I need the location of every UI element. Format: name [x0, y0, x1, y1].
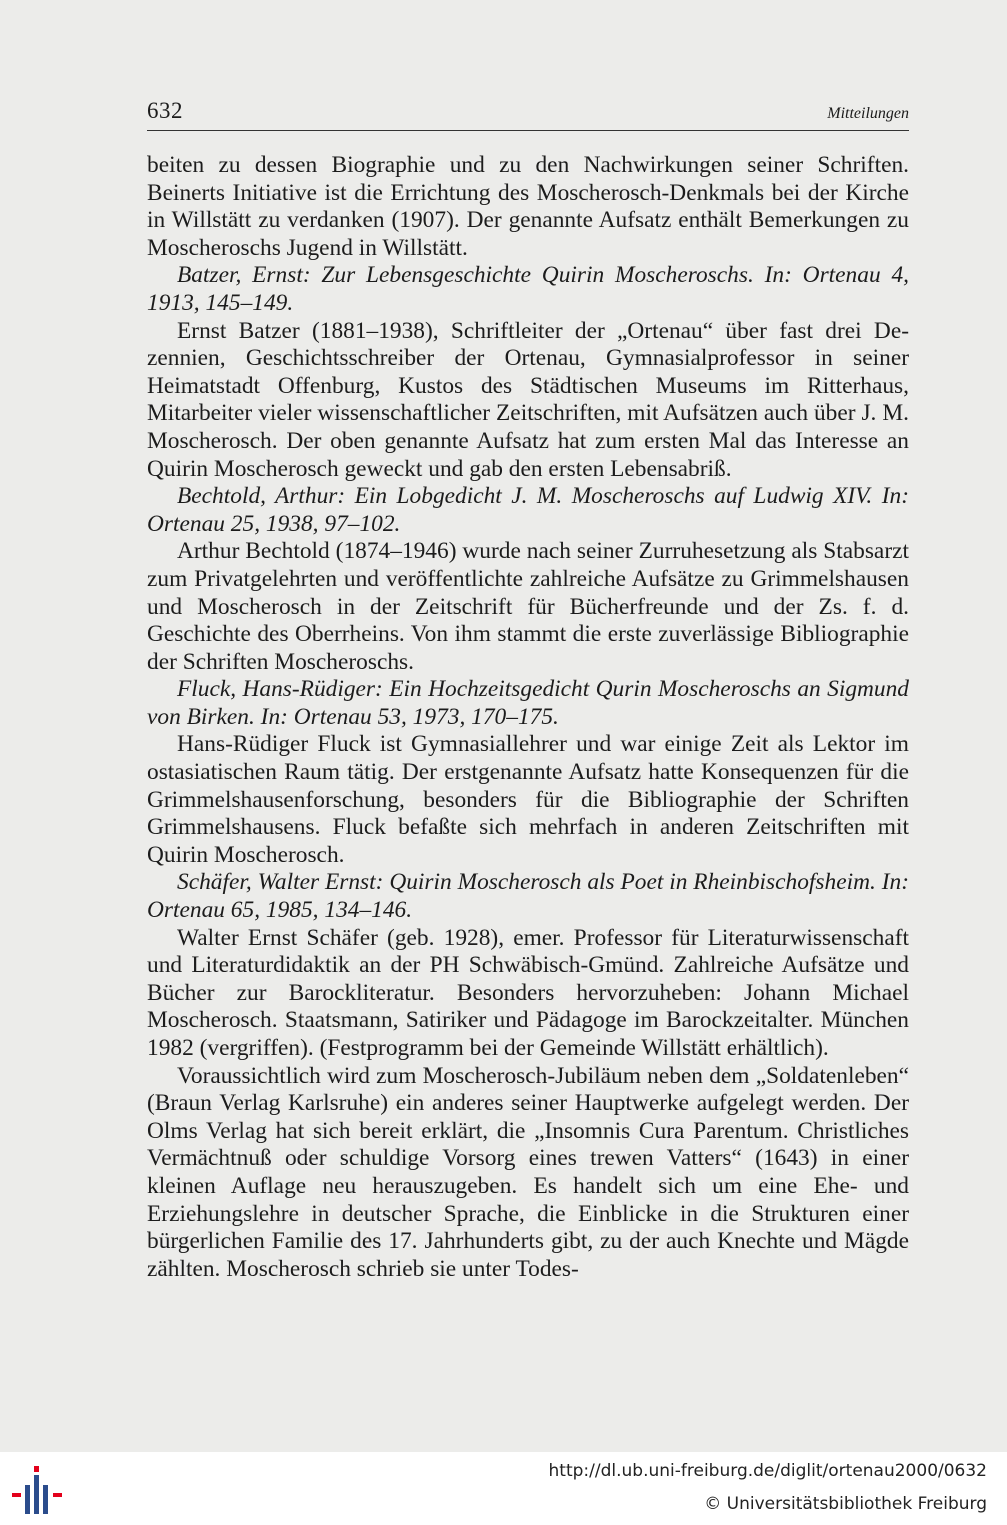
paragraph: Walter Ernst Schäfer (geb. 1928), emer. Professor für Literaturwissenschaft und Literaturdidaktik an der PH Schwäbisch-Gmünd. Zahlreiche Aufsätze und Bücher zur Barockliteratur. Besonders hervorzuheben: Johann Michael Moscherosch. Staatsmann, Satiriker und Pädagoge im Barockzeitalter. München 1982 (vergriffen). (Festprogramm bei der Gemeinde Willstätt erhältlich). [147, 924, 909, 1061]
reference-entry: Schäfer, Walter Ernst: Quirin Moscherosch als Poet in Rheinbischofsheim. In: Ortenau 65, 1985, 134–146. [147, 869, 909, 924]
paragraph: Arthur Bechtold (1874–1946) wurde nach seiner Zurruhesetzung als Stabsarzt zum Privatgelehrten und veröffentlichte zahlreiche Aufsätze zu Grimmelshausen und Moscherosch in der Zeitschrift für Bücherfreunde und der Zs. f. d. Geschichte des Oberrheins. Von ihm stammt die erste zuverlässige Bibliographie der Schriften Moscheroschs. [147, 538, 909, 675]
page-number: 632 [147, 98, 183, 123]
ub-freiburg-logo-icon [12, 1466, 64, 1514]
copyright-notice: © Universitätsbibliothek Freiburg [704, 1494, 987, 1514]
viewer-footer [0, 1452, 1007, 1525]
reference-entry: Batzer, Ernst: Zur Lebensgeschichte Quirin Moscheroschs. In: Ortenau 4, 1913, 145–149. [147, 262, 909, 316]
paragraph: beiten zu dessen Biographie und zu den Nachwirkungen seiner Schriften. Beinerts Initiative ist die Errichtung des Moscherosch-Denkmals bei der Kirche in Willstätt zu verdanken (1907). Der genannte Aufsatz enthält Bemerkungen zu Moscheroschs Jugend in Willstätt. [147, 152, 909, 261]
page-header [147, 94, 909, 131]
reference-entry: Bechtold, Arthur: Ein Lobgedicht J. M. Moscheroschs auf Ludwig XIV. In: Ortenau 25, 1938, 97–102. [147, 483, 909, 537]
paragraph: Hans-Rüdiger Fluck ist Gymnasiallehrer und war einige Zeit als Lektor im ostasiatischen Raum tätig. Der erstgenannte Aufsatz hatte Konsequenzen für die Grimmelshausenforschung, besonders für die Bibliographie der Schriften Grimmelshausens. Fluck befaßte sich mehrfach in anderen Zeitschriften mit Quirin Moscherosch. [147, 731, 909, 868]
paragraph: Ernst Batzer (1881–1938), Schriftleiter der „Ortenau“ über fast drei Dezennien, Geschichtsschreiber der Ortenau, Gymnasialprofessor in seiner Heimatstadt Offenburg, Kustos des Städtischen Museums im Ritterhaus, Mitarbeiter vieler wissenschaftlicher Zeitschriften, mit Aufsätzen auch über J. M. Moscherosch. Der oben genannte Aufsatz hat zum ersten Mal das Interesse an Quirin Moscherosch geweckt und gab den ersten Lebensabriß. [147, 317, 909, 482]
permalink-url[interactable]: http://dl.ub.uni-freiburg.de/diglit/ortenau2000/0632 [548, 1461, 987, 1481]
reference-entry: Fluck, Hans-Rüdiger: Ein Hochzeitsgedicht Qurin Moscheroschs an Sigmund von Birken. In: Ortenau 53, 1973, 170–175. [147, 676, 909, 730]
paragraph: Voraussichtlich wird zum Moscherosch-Jubiläum neben dem „Soldatenleben“ (Braun Verlag Karlsruhe) ein anderes seiner Hauptwerke aufgelegt werden. Der Olms Verlag hat sich bereit erklärt, die „Insomnis Cura Parentum. Christliches Vermächtnuß oder schuldige Vorsorg eines trewen Vatters“ (1643) in einer kleinen Auflage neu herauszugeben. Es handelt sich um eine Ehe- und Erziehungslehre in deutscher Sprache, die Einblicke in die Strukturen einer bürgerlichen Familie des 17. Jahrhunderts gibt, zu der auch Knechte und Mägde zählten. Moscherosch schrieb sie unter Todes- [147, 1062, 909, 1282]
running-head: Mitteilungen [827, 105, 909, 122]
body-text [147, 152, 909, 1283]
